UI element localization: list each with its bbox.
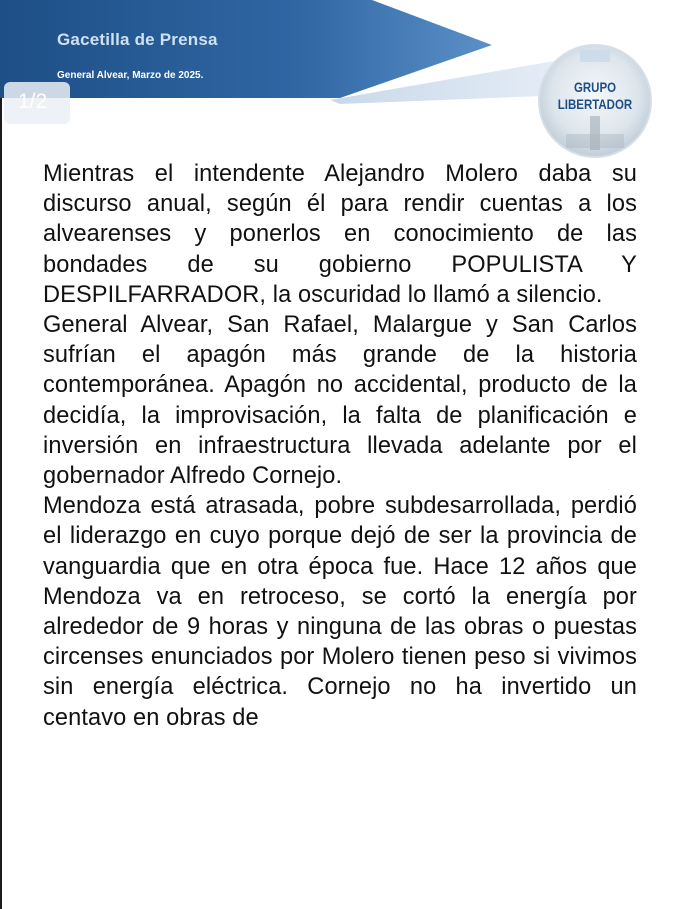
header-date: General Alvear, Marzo de 2025. (57, 70, 204, 81)
logo-text-line1: GRUPO (573, 79, 617, 95)
paragraph-1: Mientras el intendente Alejandro Molero daba su discurso anual, según él para rendir cuentas a los alvearenses y ponerlos en conocimiento de las bondades de su gobierno POPULISTA Y DESPILFARRADOR, la oscuridad lo llamó a silencio. (43, 161, 637, 308)
press-release-body (43, 159, 637, 733)
paragraph-3: Mendoza está atrasada, pobre subdesarrollada, perdió el liderazgo en cuyo porque dejó de ser la provincia de vanguardia que en otra época fue. Hace 12 años que Mendoza va en retroceso, se cortó la energía por alrededor de 9 horas y ninguna de las obras o puestas circenses enunciados por Molero tienen peso si vivimos sin energía eléctrica. Cornejo no ha invertido un centavo en obras de (43, 493, 637, 731)
logo-text (547, 79, 644, 113)
flag-shape (580, 50, 610, 62)
paragraph-2: General Alvear, San Rafael, Malargue y San Carlos sufrían el apagón más grande de la historia contemporánea. Apagón no accidental, producto de la decidía, la improvisación, la falta de planificación e inversión en infraestructura llevada adelante por el gobernador Alfredo Cornejo. (43, 312, 637, 490)
page-number-badge: 1/2 (4, 82, 70, 124)
logo-text-line2: LIBERTADOR (557, 96, 633, 112)
header-title: Gacetilla de Prensa (57, 30, 218, 49)
